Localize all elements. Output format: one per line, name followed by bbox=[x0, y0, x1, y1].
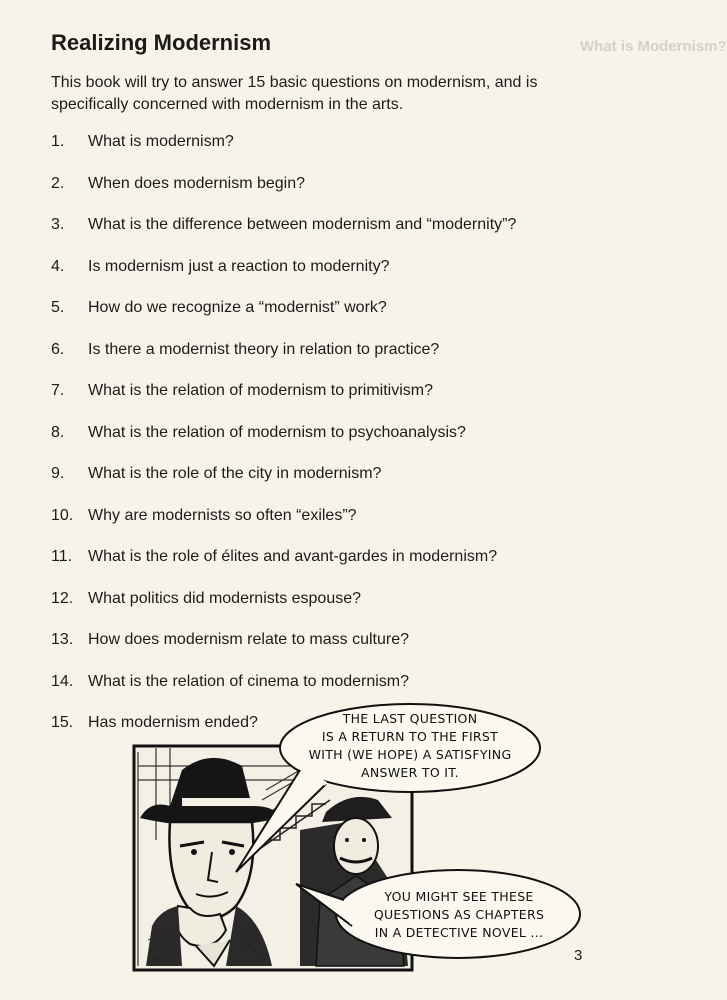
bubble-line: THE LAST QUESTION bbox=[342, 711, 478, 726]
bubble-line: IN A DETECTIVE NOVEL ... bbox=[374, 925, 544, 940]
bleed-through-text: What is Modernism? bbox=[580, 38, 727, 55]
question-number: 4. bbox=[51, 258, 65, 275]
question-text: What politics did modernists espouse? bbox=[88, 590, 362, 607]
question-text: How do we recognize a “modernist” work? bbox=[88, 299, 387, 316]
question-text: When does modernism begin? bbox=[88, 175, 306, 192]
question-text: What is the relation of cinema to modernism? bbox=[88, 673, 410, 690]
bubble-line: YOU MIGHT SEE THESE bbox=[384, 889, 534, 904]
question-text: What is the relation of modernism to psychoanalysis? bbox=[88, 424, 466, 441]
question-number: 2. bbox=[51, 175, 65, 192]
question-text: What is modernism? bbox=[88, 133, 234, 150]
speech-bubble-top-text bbox=[290, 710, 530, 782]
question-number: 6. bbox=[51, 341, 65, 358]
question-number: 11. bbox=[51, 548, 73, 565]
question-number: 8. bbox=[51, 424, 65, 441]
page-title: Realizing Modernism bbox=[51, 30, 272, 55]
question-number: 13. bbox=[51, 631, 74, 648]
page-number: 3 bbox=[574, 947, 583, 964]
question-number: 1. bbox=[51, 133, 65, 150]
question-number: 10. bbox=[51, 507, 74, 524]
question-number: 15. bbox=[51, 714, 74, 731]
bubble-line: ANSWER TO IT. bbox=[361, 765, 459, 780]
question-text: Why are modernists so often “exiles”? bbox=[88, 507, 357, 524]
question-text: Is there a modernist theory in relation to practice? bbox=[88, 341, 440, 358]
question-text: What is the difference between modernism and “modernity”? bbox=[88, 216, 517, 233]
question-number: 7. bbox=[51, 382, 65, 399]
bubble-line: IS A RETURN TO THE FIRST bbox=[321, 729, 499, 744]
question-number: 14. bbox=[51, 673, 74, 690]
question-text: What is the role of the city in modernism? bbox=[88, 465, 382, 482]
question-text: Is modernism just a reaction to modernity? bbox=[88, 258, 390, 275]
question-text: What is the role of élites and avant-gardes in modernism? bbox=[88, 548, 498, 565]
bubble-line: WITH (WE HOPE) A SATISFYING bbox=[308, 747, 512, 762]
bubble-line: QUESTIONS AS CHAPTERS bbox=[373, 907, 545, 922]
question-number: 9. bbox=[51, 465, 65, 482]
question-number: 3. bbox=[51, 216, 65, 233]
question-number: 12. bbox=[51, 590, 74, 607]
intro-paragraph: This book will try to answer 15 basic questions on modernism, and is specifically concerned with modernism in the arts. bbox=[51, 74, 538, 113]
speech-bubble-bottom-text bbox=[346, 888, 572, 942]
question-number: 5. bbox=[51, 299, 65, 316]
question-text: Has modernism ended? bbox=[88, 714, 258, 731]
question-text: How does modernism relate to mass culture? bbox=[88, 631, 410, 648]
question-text: What is the relation of modernism to primitivism? bbox=[88, 382, 433, 399]
